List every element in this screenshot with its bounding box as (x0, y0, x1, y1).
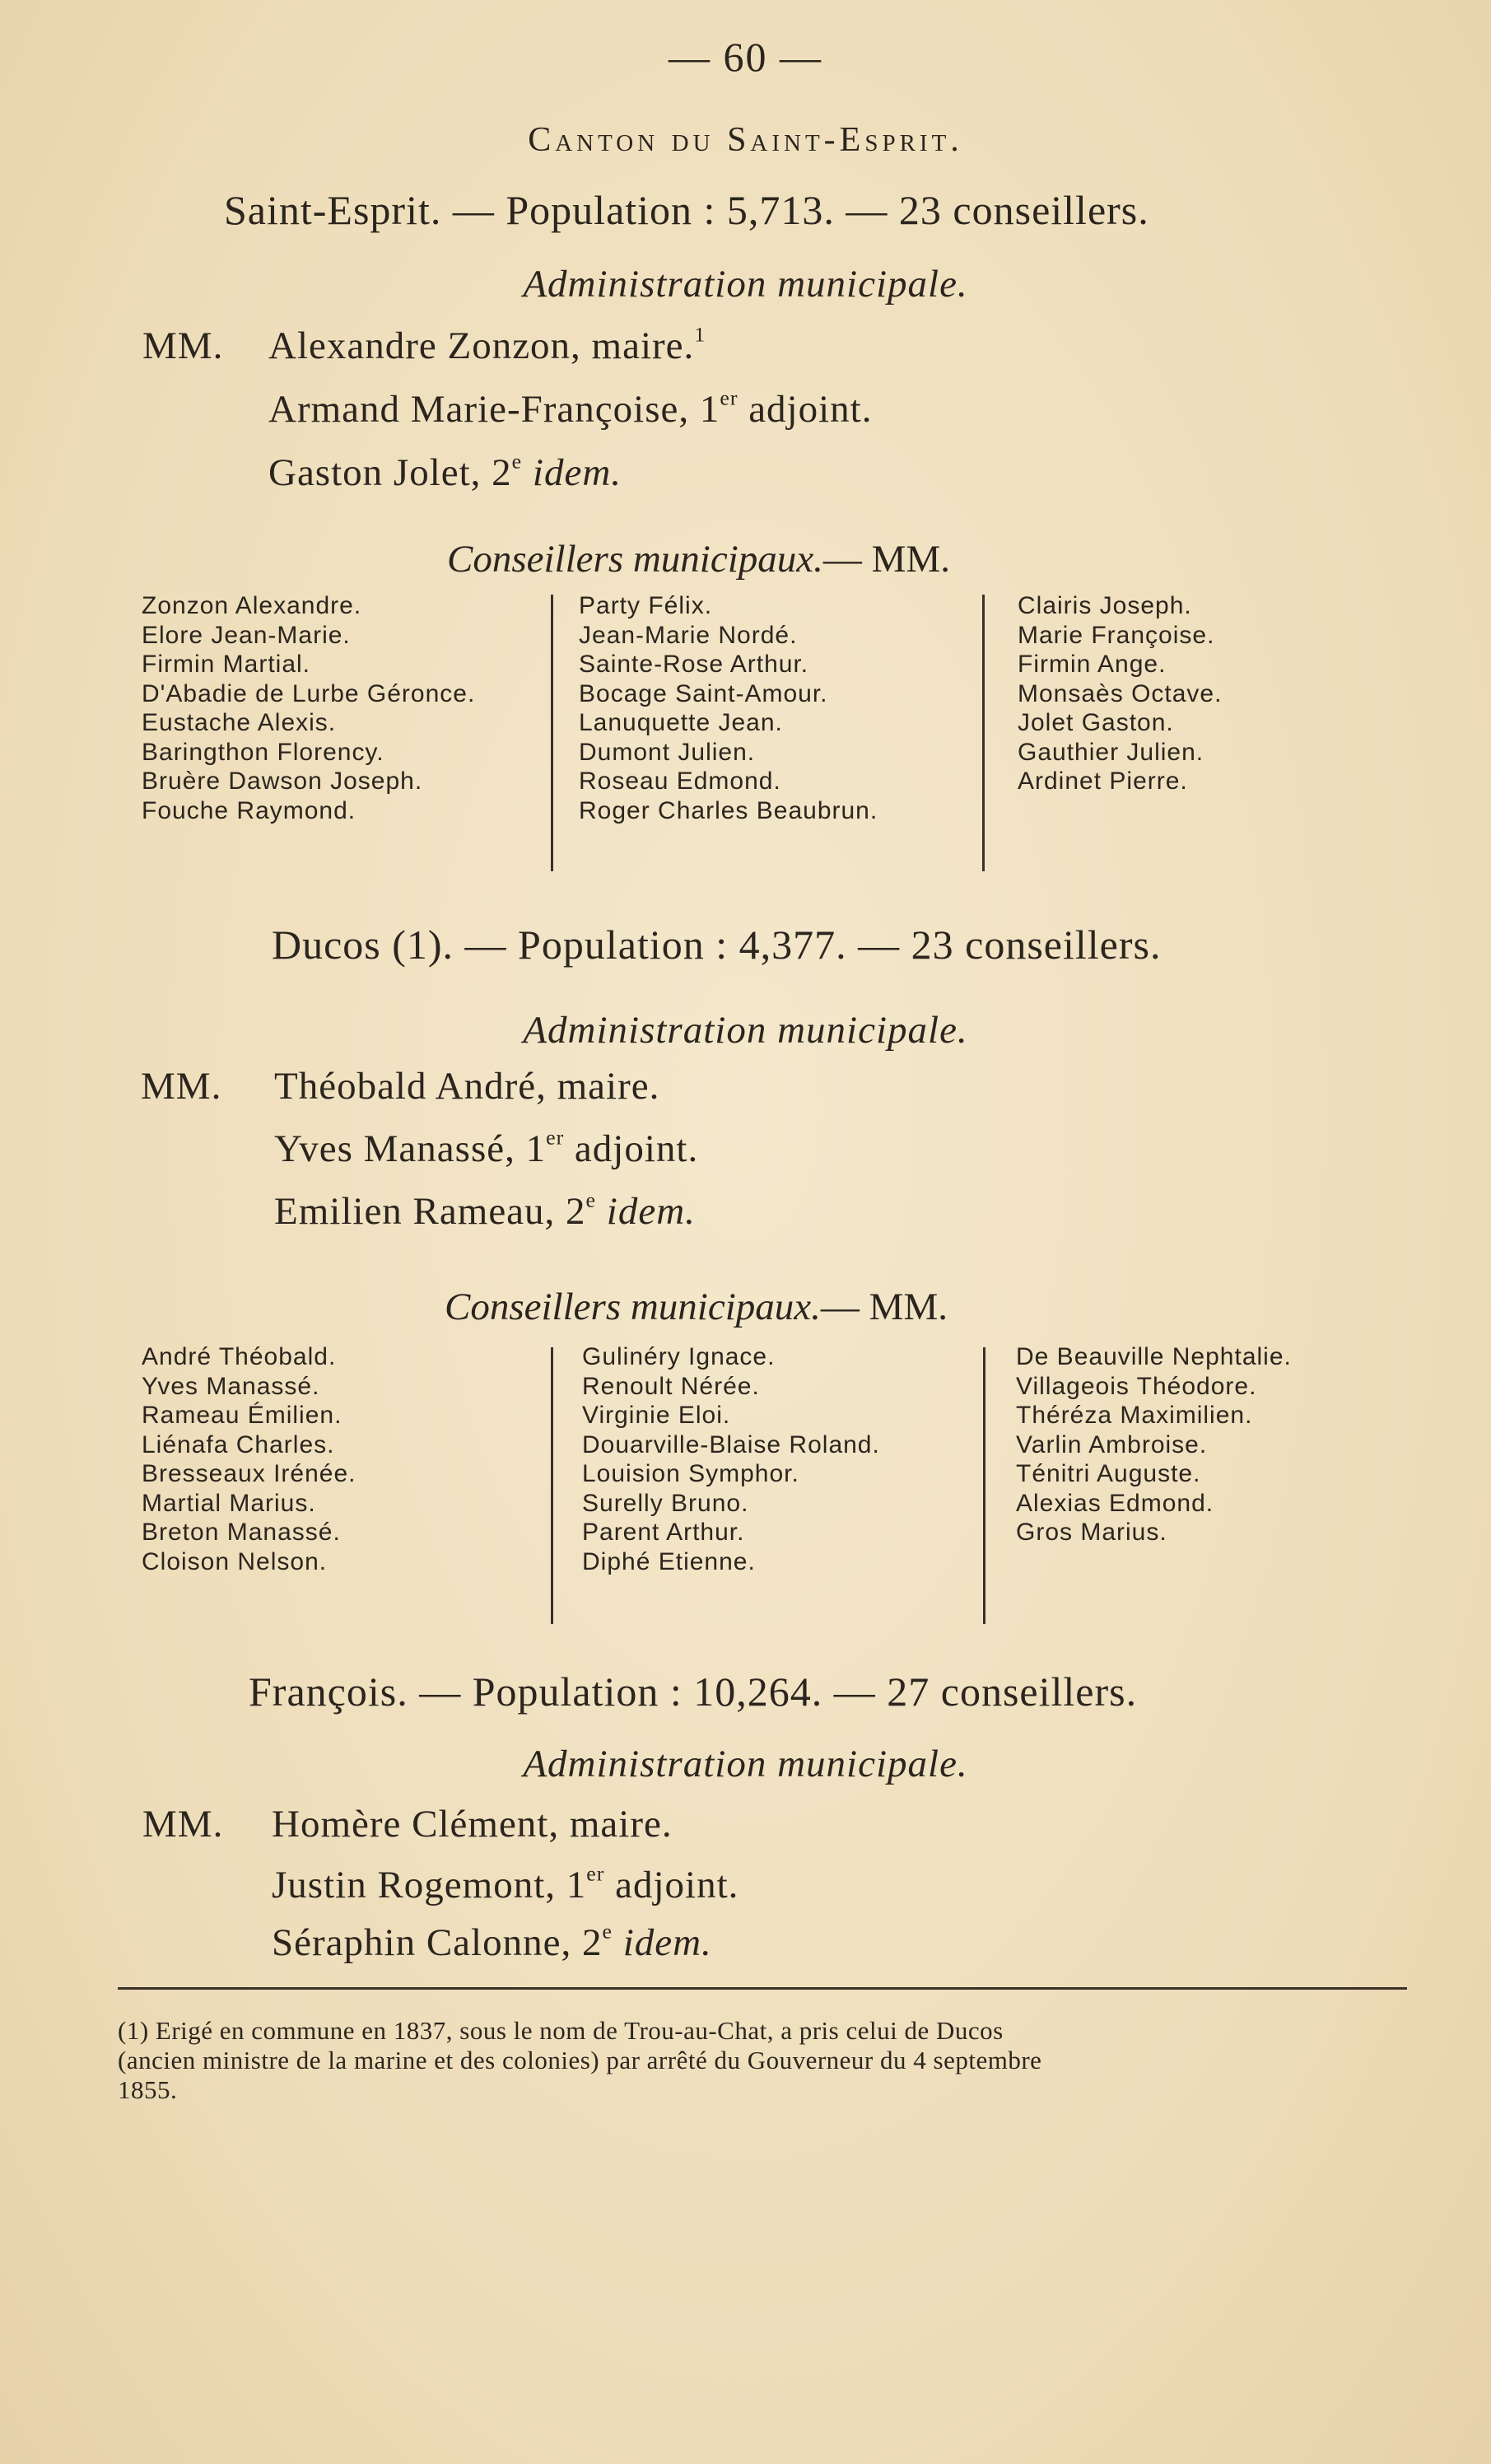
admin-adjoint-2 (268, 450, 622, 495)
admin-adjoint-1-role: adjoint. (604, 1864, 739, 1906)
sup-er: er (546, 1125, 565, 1150)
councillor: Bresseaux Irénée. (142, 1460, 356, 1487)
admin-title-saint-esprit: Administration municipale. (523, 263, 968, 306)
councillor: Firmin Martial. (142, 651, 311, 678)
admin-adjoint-2-name: Séraphin Calonne, 2 (272, 1921, 603, 1964)
admin-maire: Homère Clément, maire. (272, 1803, 673, 1846)
admin-adjoint-1-name: Justin Rogemont, 1 (272, 1864, 587, 1906)
councillor: Renoult Nérée. (582, 1372, 760, 1400)
councillor: Dumont Julien. (579, 738, 756, 766)
town-line-francois: François. — Population : 10,264. — 27 conseillers. (249, 1668, 1138, 1715)
admin-adjoint-1 (268, 387, 872, 432)
councillor: Louision Symphor. (582, 1460, 799, 1487)
councillor: Lanuquette Jean. (579, 709, 783, 736)
councillor: Villageois Théodore. (1016, 1372, 1257, 1400)
admin-adjoint-2-role: idem. (606, 1190, 696, 1233)
councillor: Jolet Gaston. (1018, 709, 1174, 736)
admin-adjoint-2-name: Emilien Rameau, 2 (274, 1190, 586, 1233)
admin-mm-prefix: MM. (142, 324, 224, 367)
admin-adjoint-2-name: Gaston Jolet, 2 (268, 451, 512, 494)
councillor: Gauthier Julien. (1018, 738, 1204, 766)
admin-maire (268, 324, 706, 368)
sup-e: e (511, 449, 523, 474)
council-column-2-saint-esprit (579, 591, 878, 825)
councillor: Diphé Etienne. (582, 1547, 756, 1575)
admin-maire: Théobald André, maire. (274, 1065, 660, 1108)
footnote-rule (118, 1987, 1407, 1990)
councillor: Clairis Joseph. (1018, 592, 1192, 619)
council-column-1-saint-esprit (142, 591, 475, 825)
footnote (118, 2016, 1409, 2105)
canton-letter: C (528, 121, 556, 159)
column-divider (983, 1347, 985, 1624)
councillor: Parent Arthur. (582, 1519, 745, 1546)
councillor: André Théobald. (142, 1343, 337, 1370)
councillor: Party Félix. (579, 592, 713, 619)
note-marker: 1 (694, 322, 706, 347)
footnote-line: 1855. (118, 2075, 178, 2104)
admin-adjoint-1-name: Armand Marie-Françoise, 1 (268, 388, 720, 431)
admin-adjoint-2-role: idem. (532, 451, 622, 494)
canton-heading (0, 120, 1491, 160)
council-title-ducos (445, 1285, 948, 1329)
admin-adjoint-1-name: Yves Manassé, 1 (274, 1127, 547, 1170)
admin-adjoint-1-role: adjoint. (738, 388, 873, 431)
admin-maire-name: Alexandre Zonzon, maire. (268, 324, 695, 367)
sup-er: er (586, 1861, 605, 1886)
councillor: Surelly Bruno. (582, 1489, 749, 1517)
councillor: Roger Charles Beaubrun. (579, 796, 878, 824)
admin-mm-prefix: MM. (141, 1065, 222, 1108)
canton-letter-e: E (839, 121, 865, 159)
column-divider (982, 595, 985, 871)
canton-esprit: sprit. (864, 121, 963, 159)
admin-adjoint-1-role: adjoint. (564, 1127, 699, 1170)
canton-word: anton (555, 121, 672, 159)
canton-saint: aint- (750, 121, 840, 159)
column-divider (551, 1347, 553, 1624)
sup-e: e (602, 1919, 613, 1944)
council-column-2-ducos (582, 1342, 880, 1576)
councillor: Fouche Raymond. (142, 796, 356, 824)
councillor: Alexias Edmond. (1016, 1489, 1214, 1517)
council-column-3-ducos (1016, 1342, 1292, 1547)
councillor: Breton Manassé. (142, 1519, 341, 1546)
councillor: Ardinet Pierre. (1018, 768, 1188, 795)
councillor: Ténitri Auguste. (1016, 1460, 1201, 1487)
admin-adjoint-1 (274, 1127, 698, 1171)
councillor: Cloison Nelson. (142, 1547, 328, 1575)
councillor: Monsaès Octave. (1018, 679, 1223, 707)
town-line-saint-esprit: Saint-Esprit. — Population : 5,713. — 23 conseillers. (224, 187, 1149, 233)
admin-adjoint-2 (274, 1189, 696, 1234)
council-title-text: Conseillers municipaux. (447, 538, 823, 581)
page-number: — 60 — (669, 34, 822, 80)
councillor: Martial Marius. (142, 1489, 316, 1517)
town-line-ducos: Ducos (1). — Population : 4,377. — 23 conseillers. (272, 922, 1162, 968)
councillor: Gros Marius. (1016, 1519, 1167, 1546)
council-title-mm: — MM. (822, 538, 950, 581)
footnote-line: (ancien ministre de la marine et des colonies) par arrêté du Gouverneur du 4 septembre (118, 2046, 1042, 2074)
admin-title-ducos: Administration municipale. (523, 1009, 968, 1052)
admin-title-francois: Administration municipale. (523, 1743, 968, 1785)
council-title-text: Conseillers municipaux. (445, 1286, 821, 1328)
admin-mm-prefix: MM. (142, 1803, 224, 1846)
canton-du: du (671, 121, 728, 159)
councillor: Baringthon Florency. (142, 738, 384, 766)
councillor: Gulinéry Ignace. (582, 1343, 776, 1370)
councillor: Marie Françoise. (1018, 621, 1215, 649)
councillor: Virginie Eloi. (582, 1402, 731, 1429)
councillor: De Beauville Nephtalie. (1016, 1343, 1292, 1370)
councillor: Liénafa Charles. (142, 1430, 335, 1458)
admin-adjoint-2-role: idem. (622, 1921, 712, 1964)
council-column-1-ducos (142, 1342, 356, 1576)
councillor: Yves Manassé. (142, 1372, 320, 1400)
councillor: Bocage Saint-Amour. (579, 679, 828, 707)
councillor: D'Abadie de Lurbe Géronce. (142, 679, 476, 707)
footnote-line: (1) Erigé en commune en 1837, sous le nom de Trou-au-Chat, a pris celui de Ducos (118, 2016, 1004, 2045)
councillor: Elore Jean-Marie. (142, 621, 351, 649)
councillor: Roseau Edmond. (579, 768, 781, 795)
sup-e: e (585, 1188, 597, 1212)
council-title-saint-esprit (447, 537, 950, 581)
councillor: Douarville-Blaise Roland. (582, 1430, 880, 1458)
councillor: Varlin Ambroise. (1016, 1430, 1208, 1458)
council-title-mm: — MM. (820, 1286, 948, 1328)
council-column-3-saint-esprit (1018, 591, 1222, 796)
admin-adjoint-1 (272, 1863, 739, 1907)
councillor: Eustache Alexis. (142, 709, 337, 736)
councillor: Firmin Ange. (1018, 651, 1167, 678)
councillor: Jean-Marie Nordé. (579, 621, 798, 649)
councillor: Sainte-Rose Arthur. (579, 651, 809, 678)
canton-letter-s: S (727, 121, 751, 159)
column-divider (551, 595, 553, 871)
councillor: Bruère Dawson Joseph. (142, 768, 423, 795)
councillor: Théréza Maximilien. (1016, 1402, 1253, 1429)
councillor: Rameau Émilien. (142, 1402, 342, 1429)
sup-er: er (720, 385, 739, 410)
admin-adjoint-2 (272, 1920, 712, 1965)
councillor: Zonzon Alexandre. (142, 592, 362, 619)
